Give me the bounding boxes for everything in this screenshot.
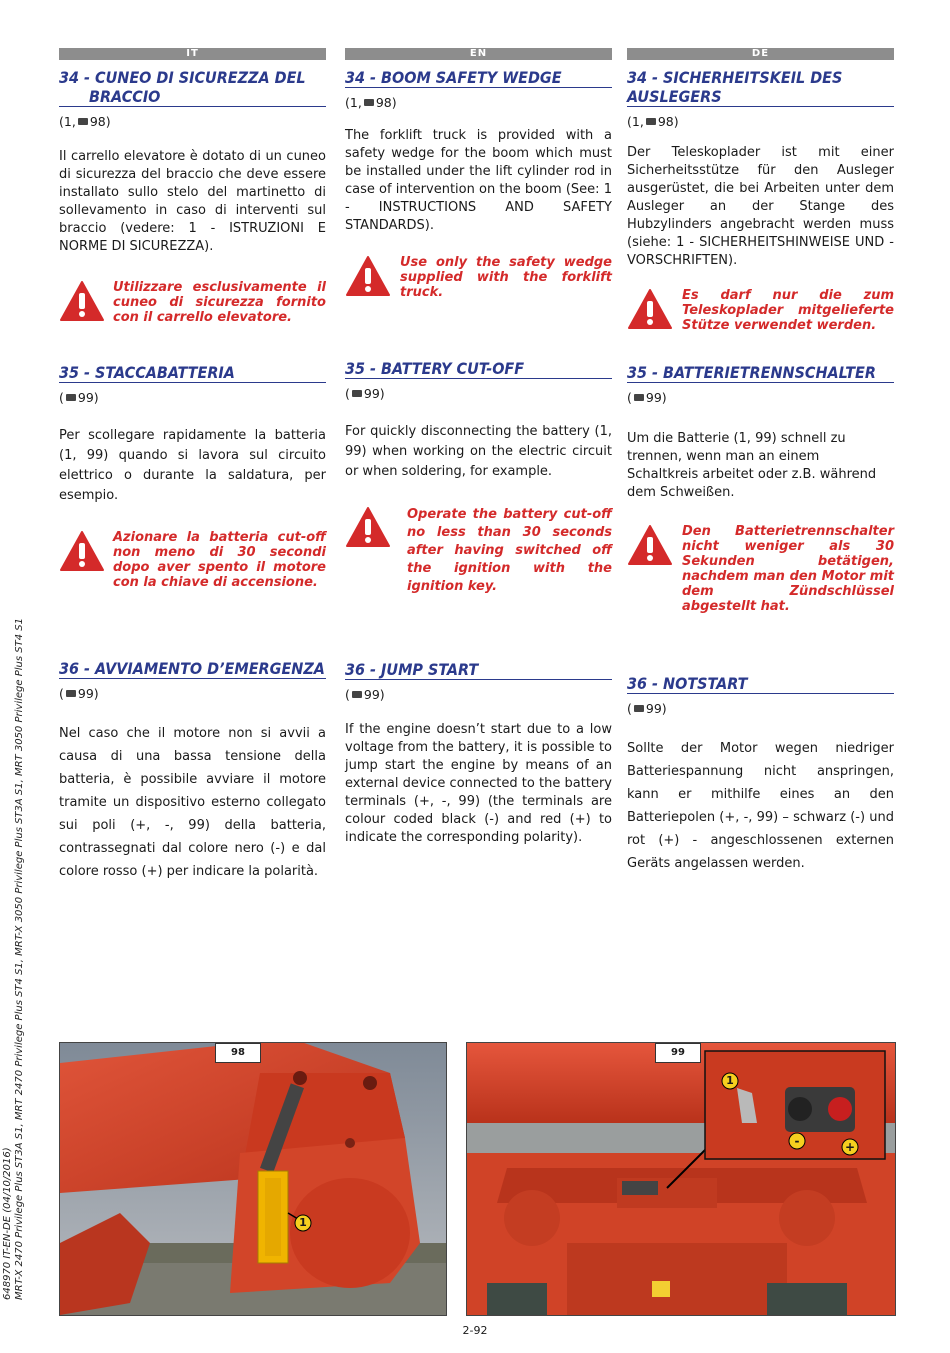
figure-reference [627, 390, 894, 405]
ref-prefix: (1, [59, 114, 76, 129]
section-body: If the engine doesn’t start due to a low voltage from the battery, it is possible to jump start the engine by means of an external device connected to the battery terminals (+, -, 99) (the terminals are colour coded black (-) and red (+) to indicate the corresponding polarity). [345, 722, 612, 845]
warning-box [59, 280, 326, 330]
section-36-it [59, 659, 326, 883]
lang-header-it: IT [59, 48, 326, 60]
warning-text: Den Batterietrennschalter nicht weniger als 30 Sekunden betätigen, nachdem man den Motor mit dem Zündschlüssel abgestellt hat. [682, 524, 894, 614]
lang-header-de: DE [627, 48, 894, 60]
section-34-en [345, 68, 612, 303]
ref-figure: 99) [363, 687, 385, 702]
ref-figure: 99) [77, 390, 99, 405]
section-title-line1: BATTERIETRENNSCHALTER [663, 363, 876, 382]
warning-box [345, 255, 612, 303]
figure-reference [345, 386, 612, 401]
callout-label: 1 [299, 1216, 307, 1229]
section-body: For quickly disconnecting the battery (1, 99) when working on the electric circuit or when soldering, for example. [345, 424, 612, 479]
ref-figure: 98) [657, 114, 679, 129]
section-number: 36 - [345, 660, 377, 679]
figure-reference [627, 114, 894, 129]
section-title-line2: BRACCIO [89, 87, 161, 106]
plus-terminal-label: + [844, 1140, 856, 1154]
section-36-de [627, 674, 894, 875]
section-title-line1: CUNEO DI SICUREZZA DEL [95, 68, 306, 87]
section-body: Per scollegare rapidamente la batteria (1, 99) quando si lavora sul circuito elettrico o durante la saldatura, per esempio. [59, 428, 326, 503]
section-35-it [59, 363, 326, 590]
section-title [345, 359, 612, 379]
warning-triangle-icon [627, 288, 673, 330]
book-icon [364, 99, 374, 106]
section-body: Il carrello elevatore è dotato di un cuneo di sicurezza del braccio che deve essere installato sullo stelo del martinetto di sollevamento in caso di interventi sul braccio (vedere: 1 - ISTRUZIONI E NORME DI SICUREZZA). [59, 149, 326, 254]
book-icon [66, 690, 76, 697]
document-side-note [2, 618, 26, 1300]
warning-text: Utilizzare esclusivamente il cuneo di sicurezza fornito con il carrello elevatore. [113, 280, 326, 325]
warning-triangle-icon [627, 524, 673, 566]
warning-triangle-icon [345, 506, 391, 548]
warning-text: Operate the battery cut-off no less than 30 seconds after having switched off the ignition with the ignition key. [407, 507, 612, 594]
section-title-line1: JUMP START [381, 660, 479, 679]
section-title [627, 363, 894, 383]
section-body: Der Teleskoplader ist mit einer Sicherheitsstütze für den Ausleger ausgerüstet, die bei Arbeiten unter dem Ausleger an der Stange des Hubzylinders angebracht werden muss (siehe: 1 - SICHERHEITSHINWEISE UND -VORSCHRIFTEN). [627, 145, 894, 268]
warning-box [59, 530, 326, 590]
section-title-line1: NOTSTART [663, 674, 748, 693]
section-number: 34 - [345, 68, 377, 87]
section-title [345, 68, 612, 88]
ref-figure: 98) [375, 95, 397, 110]
warning-text: Use only the safety wedge supplied with the forklift truck. [400, 255, 612, 300]
figure-reference [59, 114, 326, 129]
minus-terminal-label: - [794, 1134, 800, 1148]
section-title-line1: BOOM SAFETY WEDGE [381, 68, 562, 87]
section-title-line1: SICHERHEITSKEIL DES AUSLEGERS [627, 68, 843, 106]
warning-box [345, 506, 612, 594]
section-title [627, 674, 894, 694]
ref-prefix: (1, [627, 114, 644, 129]
book-icon [352, 691, 362, 698]
section-number: 35 - [59, 363, 91, 382]
callout-label: 1 [726, 1074, 734, 1087]
battery-cutoff-photo [467, 1043, 895, 1315]
section-35-en [345, 359, 612, 594]
page-number: 2-92 [462, 1324, 488, 1337]
figure-reference [345, 95, 612, 110]
section-title-line1: AVVIAMENTO D’EMERGENZA [95, 659, 325, 678]
figure-98 [59, 1042, 447, 1316]
warning-text: Azionare la batteria cut-off non meno di 30 secondi dopo aver spento il motore con la chiave di accensione. [113, 530, 326, 590]
ref-prefix: ( [627, 701, 632, 716]
section-35-de [627, 363, 894, 614]
boom-safety-wedge-photo [60, 1043, 446, 1315]
book-icon [352, 390, 362, 397]
ref-figure: 99) [645, 390, 667, 405]
ref-figure: 99) [645, 701, 667, 716]
warning-box [627, 524, 894, 614]
section-number: 34 - [59, 68, 91, 87]
ref-prefix: ( [59, 686, 64, 701]
warning-text: Es darf nur die zum Teleskoplader mitgelieferte Stütze verwendet werden. [682, 288, 894, 333]
section-title [627, 68, 894, 107]
figure-reference [59, 390, 326, 405]
section-number: 36 - [59, 659, 91, 678]
ref-prefix: ( [345, 386, 350, 401]
book-icon [634, 705, 644, 712]
section-body: Um die Batterie (1, 99) schnell zu trennen, wenn man an einem Schaltkreis arbeitet oder z.B. während dem Schweißen. [627, 431, 877, 500]
section-34-it [59, 68, 326, 330]
section-body: Nel caso che il motore non si avvii a causa di una bassa tensione della batteria, è possibile avviare il motore tramite un dispositivo esterno collegato sui poli (+, -, 99) della batteria, contrassegnati dal colore nero (-) e dal colore rosso (+) per indicare la polarità. [59, 726, 326, 879]
section-number: 34 - [627, 68, 659, 87]
figure-number: 98 [215, 1043, 261, 1063]
figure-number: 99 [655, 1043, 701, 1063]
section-body: Sollte der Motor wegen niedriger Batteriespannung nicht anspringen, kann er mithilfe eines an den Batteriepolen (+, -, 99) – schwarz (-) und rot (+) - angeschlossenen externen Geräts angelassen werden. [627, 741, 894, 871]
book-icon [646, 118, 656, 125]
ref-prefix: (1, [345, 95, 362, 110]
ref-prefix: ( [345, 687, 350, 702]
ref-figure: 98) [89, 114, 111, 129]
side-note-line2: MRT-X 2470 Privilege Plus ST3A S1, MRT 2470 Privilege Plus ST4 S1, MRT-X 3050 Privilege Plus ST3A S1, MRT 3050 Privilege Plus ST4 S1 [14, 618, 25, 1300]
section-title [59, 68, 326, 107]
warning-triangle-icon [59, 530, 105, 572]
side-note-line1: 648970 IT-EN-DE (04/10/2016) [2, 1147, 13, 1300]
section-body: The forklift truck is provided with a safety wedge for the boom which must be installed under the lift cylinder rod in case of intervention on the boom (See: 1 - INSTRUCTIONS AND SAFETY STANDARDS). [345, 128, 612, 233]
section-title [59, 659, 326, 679]
figure-reference [345, 687, 612, 702]
section-36-en [345, 660, 612, 847]
figure-reference [627, 701, 894, 716]
warning-triangle-icon [59, 280, 105, 322]
section-number: 35 - [627, 363, 659, 382]
ref-prefix: ( [59, 390, 64, 405]
section-number: 35 - [345, 359, 377, 378]
ref-figure: 99) [363, 386, 385, 401]
warning-box [627, 288, 894, 338]
section-title-line1: STACCABATTERIA [95, 363, 235, 382]
book-icon [66, 394, 76, 401]
section-number: 36 - [627, 674, 659, 693]
section-title [59, 363, 326, 383]
lang-header-en: EN [345, 48, 612, 60]
section-title [345, 660, 612, 680]
figure-99 [466, 1042, 896, 1316]
section-title-line1: BATTERY CUT-OFF [381, 359, 525, 378]
book-icon [634, 394, 644, 401]
warning-triangle-icon [345, 255, 391, 297]
section-34-de [627, 68, 894, 338]
book-icon [78, 118, 88, 125]
ref-figure: 99) [77, 686, 99, 701]
figure-reference [59, 686, 326, 701]
ref-prefix: ( [627, 390, 632, 405]
